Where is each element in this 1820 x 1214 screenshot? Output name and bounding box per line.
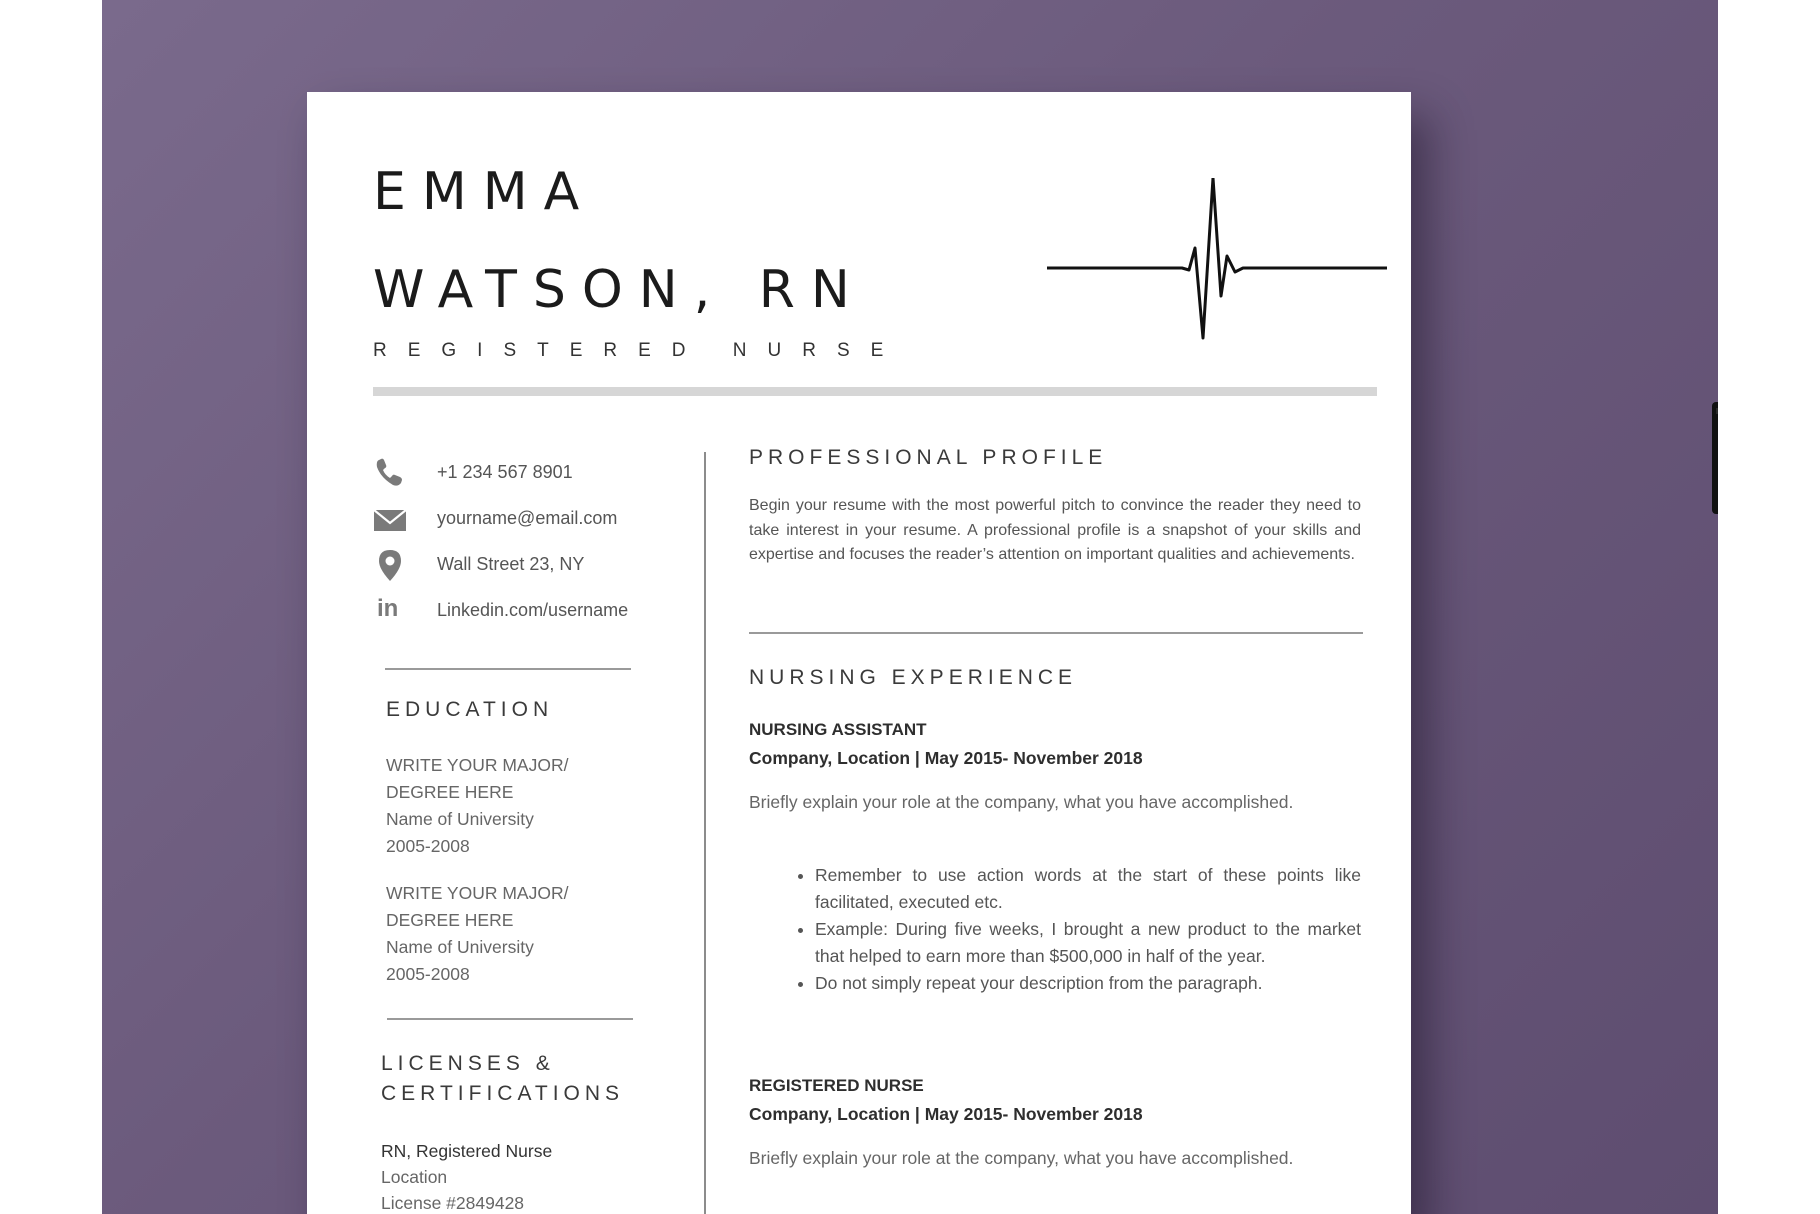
- education-heading: EDUCATION: [386, 698, 554, 721]
- edu-university: Name of University: [386, 809, 534, 829]
- profile-heading: PROFESSIONAL PROFILE: [749, 446, 1108, 469]
- contact-linkedin-text: Linkedin.com/username: [437, 600, 629, 620]
- job-meta-2: Company, Location | May 2015- November 2018: [749, 1104, 1143, 1124]
- education-divider: [387, 1018, 633, 1020]
- profile-text: Begin your resume with the most powerful pitch to convince the reader they need to take interest in your resume. A professional profile is a snapshot of your skills and expertise and focuses the reader’s attention on important qualities and achievements.: [749, 497, 1361, 563]
- bullet-item: • Example: During five weeks, I brought a new product to the market that helped to earn more than $500,000 in half of the year.: [815, 916, 1361, 970]
- phone-icon: [373, 456, 407, 490]
- contact-divider: [385, 668, 631, 670]
- edu-major: WRITE YOUR MAJOR/: [386, 755, 569, 775]
- name-first: EMMA: [373, 162, 596, 222]
- linkedin-icon: in: [377, 595, 399, 622]
- job-title-2: REGISTERED NURSE: [749, 1076, 924, 1095]
- edu-years: 2005-2008: [386, 836, 470, 856]
- resume-page: [307, 92, 1411, 1214]
- education-entry: [386, 752, 568, 860]
- edu-years: 2005-2008: [386, 964, 470, 984]
- name-last: WATSON, RN: [373, 260, 866, 320]
- license-entry: [381, 1138, 552, 1214]
- contact-email-text: yourname@email.com: [437, 508, 618, 528]
- job-bullets-1: [749, 862, 1361, 997]
- bullet-item: • Do not simply repeat your description from the paragraph.: [815, 970, 1361, 997]
- contact-phone-text: +1 234 567 8901: [437, 462, 573, 482]
- profile-divider: [749, 632, 1363, 634]
- binder-clip-icon: [1712, 400, 1718, 540]
- header-divider: [373, 387, 1377, 396]
- license-title: RN, Registered Nurse: [381, 1141, 553, 1161]
- licenses-heading-line1: LICENSES &: [381, 1052, 555, 1075]
- contact-address-text: Wall Street 23, NY: [437, 554, 585, 574]
- location-pin-icon: [373, 548, 407, 582]
- license-number: License #2849428: [381, 1193, 525, 1213]
- job-title: REGISTERED NURSE: [373, 340, 905, 361]
- experience-heading: NURSING EXPERIENCE: [749, 666, 1078, 689]
- job-description-2: Briefly explain your role at the company, what you have accomplished.: [749, 1148, 1294, 1168]
- edu-major: DEGREE HERE: [386, 910, 514, 930]
- education-entry: [386, 880, 568, 988]
- column-divider: [704, 452, 706, 1214]
- job-description-1: Briefly explain your role at the company, what you have accomplished.: [749, 792, 1294, 812]
- edu-major: WRITE YOUR MAJOR/: [386, 883, 569, 903]
- job-meta-1: Company, Location | May 2015- November 2018: [749, 748, 1143, 768]
- licenses-heading-line2: CERTIFICATIONS: [381, 1082, 625, 1105]
- edu-university: Name of University: [386, 937, 534, 957]
- edu-major: DEGREE HERE: [386, 782, 514, 802]
- email-icon: [373, 502, 407, 536]
- desk-background: [102, 0, 1718, 1214]
- job-title-1: NURSING ASSISTANT: [749, 720, 927, 739]
- license-location: Location: [381, 1167, 448, 1187]
- bullet-item: • Remember to use action words at the start of these points like facilitated, executed etc.: [815, 862, 1361, 916]
- heartbeat-line-icon: [1047, 178, 1387, 358]
